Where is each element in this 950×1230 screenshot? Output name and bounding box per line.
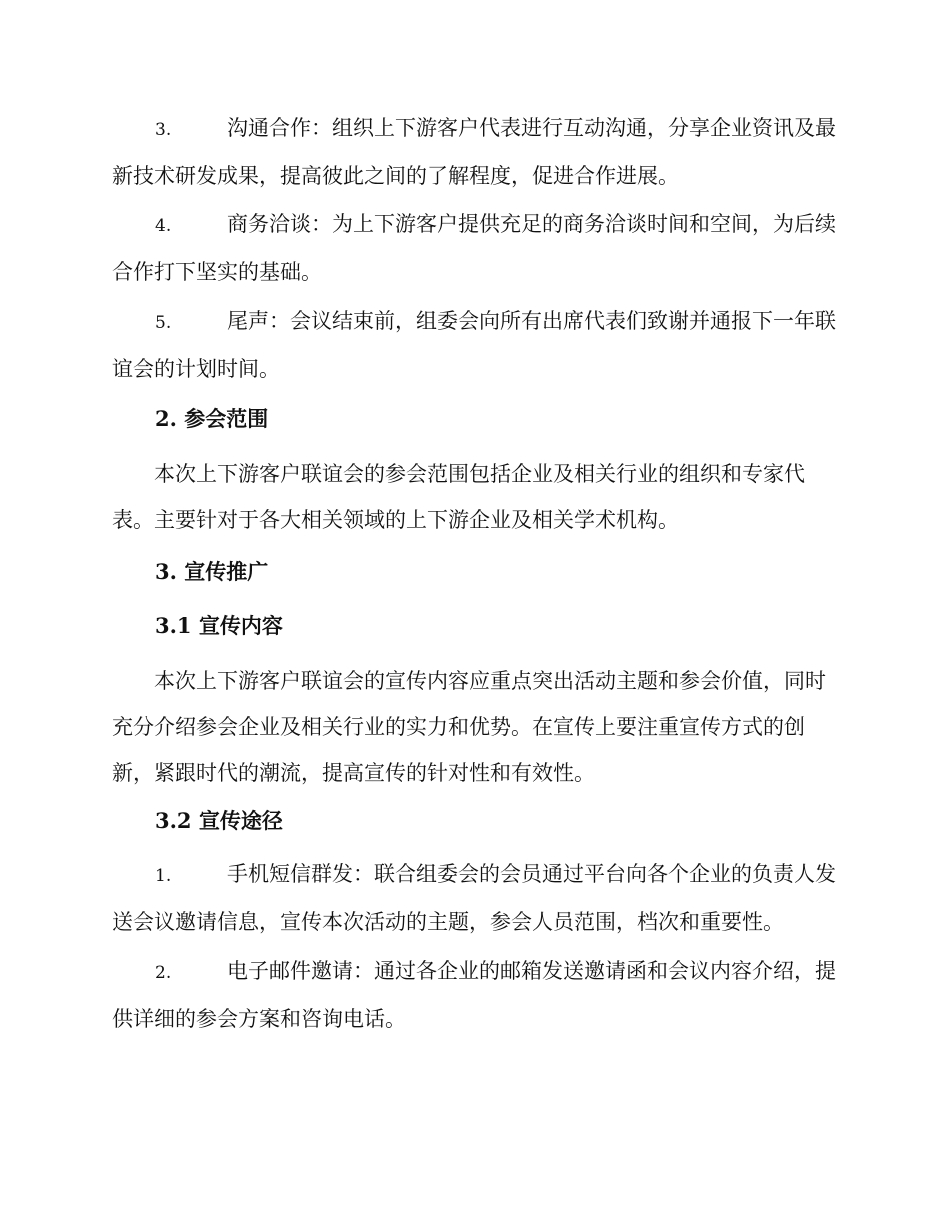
list-item-text: 商务洽谈：为上下游客户提供充足的商务洽谈时间和空间，为后续合作打下坚实的基础。 [112, 212, 836, 284]
list-item-number: 4. [155, 216, 172, 236]
list-item [112, 201, 838, 295]
list-item-text: 手机短信群发：联合组委会的会员通过平台向各个企业的负责人发送会议邀请信息，宣传本次活动的主题，参会人员范围，档次和重要性。 [112, 862, 836, 934]
list-item-number: 1. [155, 866, 172, 886]
list-item-number: 3. [155, 120, 172, 140]
list-item-text: 电子邮件邀请：通过各企业的邮箱发送邀请函和会议内容介绍，提供详细的参会方案和咨询电话。 [112, 959, 836, 1031]
subsection-heading: 3.2 宣传途径 [155, 808, 283, 833]
section-paragraph: 本次上下游客户联谊会的参会范围包括企业及相关行业的组织和专家代表。主要针对于各大相关领域的上下游企业及相关学术机构。 [112, 462, 805, 532]
list-item-number: 2. [155, 963, 172, 983]
list-item-text: 沟通合作：组织上下游客户代表进行互动沟通，分享企业资讯及最新技术研发成果，提高彼此之间的了解程度，促进合作进展。 [112, 116, 836, 188]
list-item [112, 298, 838, 392]
list-item [112, 105, 838, 199]
list-item [112, 948, 838, 1042]
list-item-number: 5. [155, 313, 172, 333]
subsection-paragraph: 本次上下游客户联谊会的宣传内容应重点突出活动主题和参会价值，同时充分介绍参会企业及相关行业的实力和优势。在宣传上要注重宣传方式的创新，紧跟时代的潮流，提高宣传的针对性和有效性。 [112, 669, 826, 785]
list-item [112, 851, 838, 945]
subsection-heading: 3.1 宣传内容 [155, 613, 283, 638]
section-heading: 2. 参会范围 [155, 406, 269, 431]
section-heading: 3. 宣传推广 [155, 559, 269, 584]
list-item-text: 尾声：会议结束前，组委会向所有出席代表们致谢并通报下一年联谊会的计划时间。 [112, 309, 836, 381]
